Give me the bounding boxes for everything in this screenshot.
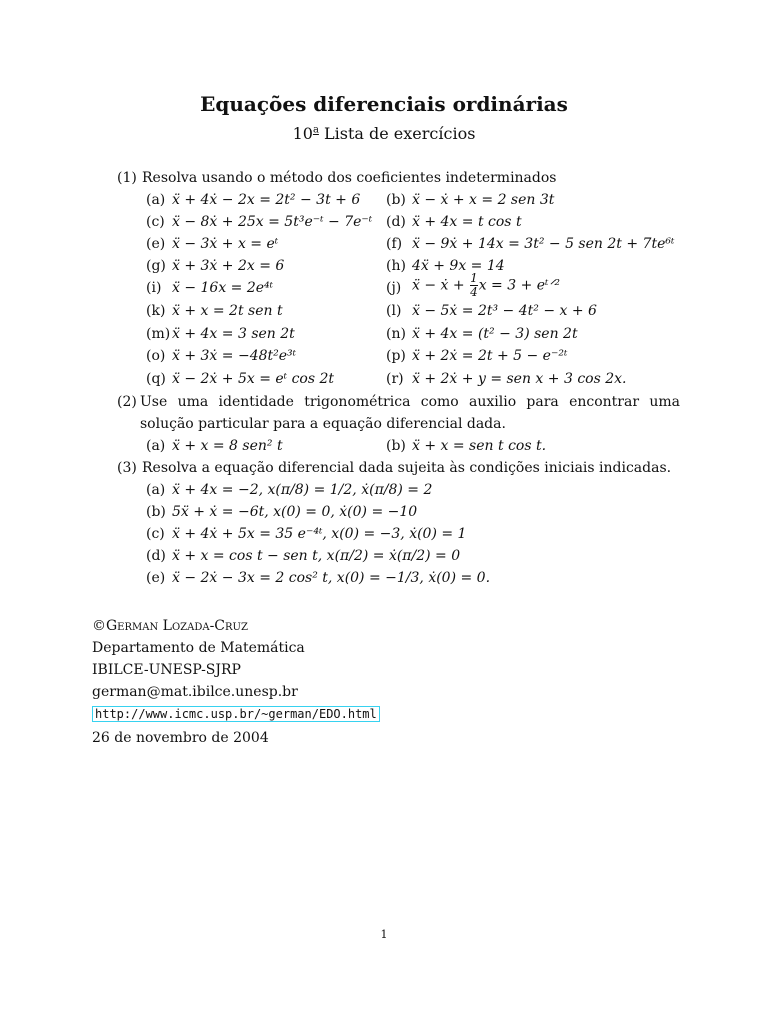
q3-item-equation: ẍ − 2ẋ − 3x = 2 cos² t, x(0) = −1/3, ẋ(0) = 0. <box>172 570 491 586</box>
q1-item-equation: ẍ + 2ẋ + y = sen x + 3 cos 2x. <box>412 371 627 387</box>
q1-item-equation: ẍ − 5ẋ = 2t³ − 4t² − x + 6 <box>412 303 597 319</box>
department: Departamento de Matemática <box>92 640 305 656</box>
q2-a-label: (a) <box>146 438 166 454</box>
q1-item-equation: ẍ − 8ẋ + 25x = 5t³e⁻ᵗ − 7e⁻ᵗ <box>172 214 373 230</box>
subtitle-number: 10 <box>292 124 313 143</box>
q1-item-label: (g) <box>146 258 166 274</box>
q1-item-label: (m) <box>146 326 171 342</box>
q1-item-equation <box>412 272 560 299</box>
equation-part: ẍ − ẋ + <box>412 277 470 294</box>
q1-item-label: (a) <box>146 192 166 208</box>
q3-item-label: (e) <box>146 570 166 586</box>
date: 26 de novembro de 2004 <box>92 730 269 746</box>
q1-item-label: (n) <box>386 326 406 342</box>
q2-b-label: (b) <box>386 438 406 454</box>
q3-item-equation: ẍ + 4ẋ + 5x = 35 e⁻⁴ᵗ, x(0) = −3, ẋ(0) = 1 <box>172 526 467 542</box>
q2-a-eq: ẍ + x = 8 sen² t <box>172 438 283 454</box>
q1-item-label: (d) <box>386 214 406 230</box>
q1-item-label: (j) <box>386 280 402 296</box>
q3-item-equation: 5ẍ + ẋ = −6t, x(0) = 0, ẋ(0) = −10 <box>172 504 418 520</box>
equation-part: x = 3 + eᵗᐟ² <box>478 277 561 294</box>
q3-item-label: (d) <box>146 548 166 564</box>
q1-item-label: (l) <box>386 303 402 319</box>
q1-item-label: (b) <box>386 192 406 208</box>
q1-item-equation: ẍ + 2ẋ = 2t + 5 − e⁻²ᵗ <box>412 348 568 364</box>
email: german@mat.ibilce.unesp.br <box>92 684 298 700</box>
q1-item-label: (r) <box>386 371 404 387</box>
q1-item-equation: ẍ − 3ẋ + x = eᵗ <box>172 236 279 252</box>
q1-item-equation: 4ẍ + 9x = 14 <box>412 258 505 274</box>
fraction <box>470 272 478 299</box>
q1-item-equation: ẍ + 4x = 3 sen 2t <box>172 326 295 342</box>
q1-item-label: (o) <box>146 348 166 364</box>
subtitle-ordinal: a <box>312 124 319 136</box>
q3-item-label: (a) <box>146 482 166 498</box>
q1-item-equation: ẍ + 4ẋ − 2x = 2t² − 3t + 6 <box>172 192 361 208</box>
q2-b-eq: ẍ + x = sen t cos t. <box>412 438 547 454</box>
q1-item-label: (c) <box>146 214 165 230</box>
q3-item-equation: ẍ + 4x = −2, x(π/8) = 1/2, ẋ(π/8) = 2 <box>172 482 433 498</box>
q3-label: (3) <box>117 460 137 476</box>
q1-item-equation: ẍ + 4x = t cos t <box>412 214 522 230</box>
q3-item-label: (c) <box>146 526 165 542</box>
q1-item-equation: ẍ + x = 2t sen t <box>172 303 283 319</box>
subtitle-text: Lista de exercícios <box>318 124 476 143</box>
q1-item-label: (i) <box>146 280 162 296</box>
q1-item-equation: ẍ − 16x = 2e⁴ᵗ <box>172 280 274 296</box>
q2-label: (2) <box>117 394 137 410</box>
q1-item-equation: ẍ + 4x = (t² − 3) sen 2t <box>412 326 578 342</box>
q3-text: Resolva a equação diferencial dada sujeita às condições iniciais indicadas. <box>142 460 672 476</box>
q3-item-label: (b) <box>146 504 166 520</box>
q1-item-label: (h) <box>386 258 406 274</box>
page-number: 1 <box>380 928 388 941</box>
institute: IBILCE-UNESP-SJRP <box>92 662 241 678</box>
copyright: ©German Lozada-Cruz <box>92 618 248 634</box>
q1-item-label: (q) <box>146 371 166 387</box>
q2-text: Use uma identidade trigonométrica como auxilio para encontrar uma solução particular para a equação diferencial dada. <box>140 394 680 432</box>
q1-label: (1) <box>117 170 137 186</box>
q1-item-label: (k) <box>146 303 166 319</box>
q1-text: Resolva usando o método dos coeficientes indeterminados <box>142 170 557 186</box>
page-title: Equações diferenciais ordinárias <box>200 92 568 116</box>
fraction-denominator: 4 <box>470 285 478 299</box>
url-line <box>92 706 380 722</box>
q1-item-label: (f) <box>386 236 403 252</box>
page-subtitle <box>0 124 768 143</box>
q3-item-equation: ẍ + x = cos t − sen t, x(π/2) = ẋ(π/2) = 0 <box>172 548 461 564</box>
q1-item-label: (p) <box>386 348 406 364</box>
q1-item-equation: ẍ − 2ẋ + 5x = eᵗ cos 2t <box>172 371 335 387</box>
url-link[interactable]: http://www.icmc.usp.br/~german/EDO.html <box>92 706 380 722</box>
q1-item-equation: ẍ + 3ẋ = −48t²e³ᵗ <box>172 348 297 364</box>
fraction-numerator: 1 <box>470 271 478 285</box>
q1-item-equation: ẍ − 9ẋ + 14x = 3t² − 5 sen 2t + 7te⁶ᵗ <box>412 236 675 252</box>
q1-item-equation: ẍ + 3ẋ + 2x = 6 <box>172 258 285 274</box>
q1-item-label: (e) <box>146 236 166 252</box>
q1-item-equation: ẍ − ẋ + x = 2 sen 3t <box>412 192 555 208</box>
